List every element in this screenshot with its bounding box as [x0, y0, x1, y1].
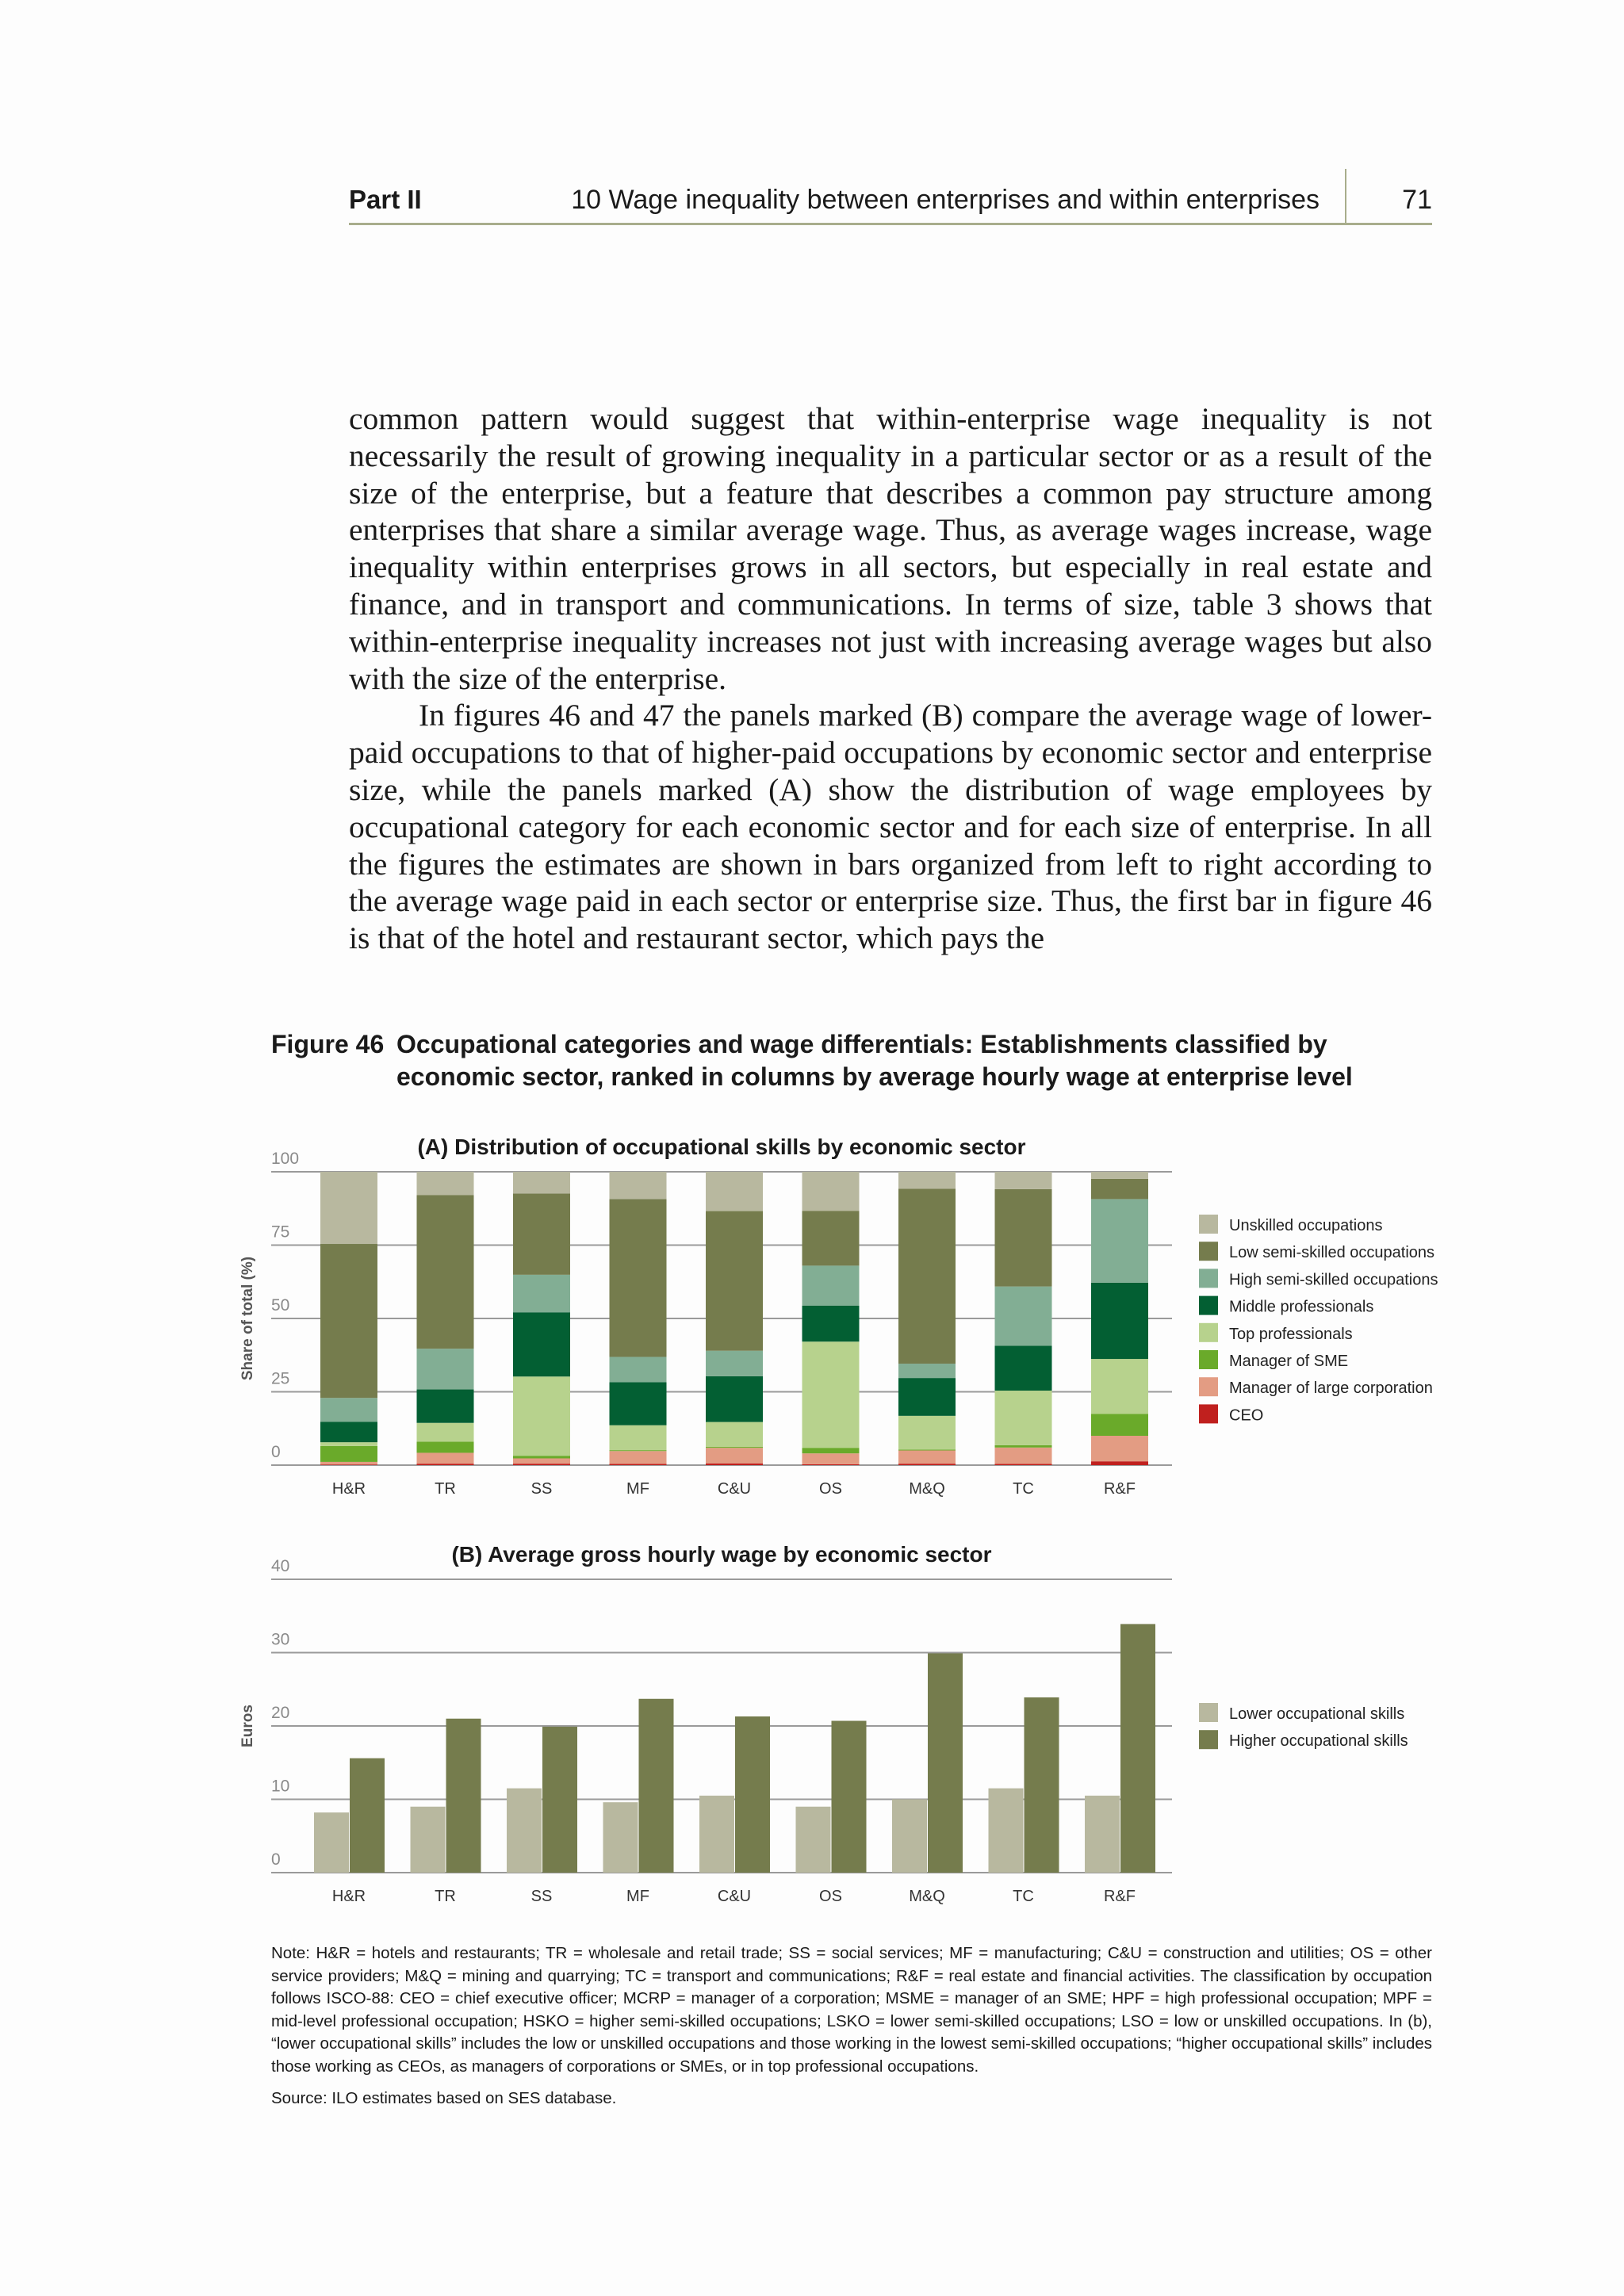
- bar-segment: [995, 1391, 1052, 1445]
- bar: [446, 1719, 481, 1873]
- x-tick-label: TC: [1013, 1888, 1034, 1905]
- bar-segment: [898, 1378, 956, 1416]
- legend-swatch: [1199, 1703, 1218, 1722]
- bar-segment: [995, 1448, 1052, 1464]
- figure-number: Figure 46: [271, 1030, 385, 1058]
- bar-segment: [320, 1464, 377, 1465]
- bar-segment: [1091, 1179, 1148, 1200]
- bar-segment: [320, 1422, 377, 1442]
- chart-title: (B) Average gross hourly wage by economic sector: [451, 1542, 992, 1567]
- figure-title-line1: Occupational categories and wage differentials: Establishments classified by: [396, 1030, 1327, 1058]
- bar: [603, 1802, 638, 1873]
- bar-segment: [995, 1172, 1052, 1189]
- bar: [1025, 1697, 1059, 1873]
- bar-segment: [1091, 1283, 1148, 1359]
- x-tick-label: H&R: [331, 1888, 366, 1905]
- legend-swatch: [1199, 1404, 1218, 1423]
- legend-label: Middle professionals: [1229, 1298, 1374, 1316]
- figure-source: Source: ILO estimates based on SES database.: [271, 2089, 617, 2107]
- bar-segment: [320, 1442, 377, 1446]
- bar-segment: [706, 1447, 763, 1448]
- bar-segment: [898, 1416, 956, 1450]
- bar-segment: [513, 1456, 570, 1458]
- legend-swatch: [1199, 1269, 1218, 1288]
- bar: [542, 1727, 577, 1873]
- bar-segment: [995, 1189, 1052, 1287]
- figure-note: Note: H&R = hotels and restaurants; TR = wholesale and retail trade; SS = social services; MF = manufacturing; C&U = construction and utilities; OS = other service providers; M&Q = mining and quarrying; TC = transport and communications; R&F = real estate and financial activities. The classification by occupation follows ISCO-88: CEO = chief executive officer; MCRP = manager of a corporation; MSME = manager of an SME; HPF = high professional occupation; MPF = mid-level professional occupation; HSKO = higher semi-skilled occupations; LSKO = lower semi-skilled occupations; LSO = low or unskilled occupations. In (b), “lower occupational skills” includes the low or unskilled occupations and those working in the lowest semi-skilled occupations; “higher occupational skills” includes those working as CEOs, as managers of corporations or SMEs, or in top professional occupations.: [271, 1944, 1432, 2076]
- legend-swatch: [1199, 1377, 1218, 1396]
- bar-segment: [706, 1211, 763, 1351]
- bar-segment: [898, 1451, 956, 1464]
- bar-segment: [320, 1398, 377, 1422]
- x-tick-label: SS: [530, 1888, 553, 1905]
- bar-segment: [513, 1464, 570, 1465]
- y-tick-label: 40: [271, 1557, 290, 1575]
- bar-segment: [706, 1448, 763, 1464]
- bar: [507, 1789, 542, 1873]
- bar: [699, 1796, 734, 1873]
- bar: [639, 1699, 674, 1873]
- bar-segment: [320, 1244, 377, 1398]
- legend-swatch: [1199, 1215, 1218, 1234]
- bar-segment: [513, 1172, 570, 1193]
- bar: [796, 1807, 831, 1873]
- bar-segment: [802, 1453, 860, 1464]
- bar-segment: [995, 1464, 1052, 1465]
- y-tick-label: 75: [271, 1223, 290, 1242]
- bar-segment: [802, 1211, 860, 1265]
- bar-segment: [898, 1364, 956, 1378]
- bar-segment: [513, 1312, 570, 1376]
- bar-segment: [610, 1357, 667, 1382]
- legend-swatch: [1199, 1730, 1218, 1749]
- figure-title-line2: economic sector, ranked in columns by average hourly wage at enterprise level: [396, 1062, 1353, 1091]
- x-tick-label: SS: [530, 1480, 553, 1498]
- y-tick-label: 10: [271, 1777, 290, 1796]
- x-tick-label: R&F: [1104, 1480, 1136, 1498]
- chart-title: (A) Distribution of occupational skills by economic sector: [417, 1135, 1026, 1159]
- bar-segment: [802, 1448, 860, 1453]
- bar-segment: [513, 1275, 570, 1312]
- bar-segment: [610, 1464, 667, 1465]
- x-tick-label: OS: [819, 1888, 842, 1905]
- bar-segment: [898, 1464, 956, 1465]
- paragraph: In figures 46 and 47 the panels marked (B) compare the average wage of lower-paid occupations to that of higher-paid occupations by economic sector and enterprise size, while the panels marked (A) show the distribution of wage employees by occupational category for each economic sector and for each size of enterprise. In all the figures the estimates are shown in bars organized from left to right according to the average wage paid in each sector or enterprise size. Thus, the first bar in figure 46 is that of the hotel and restaurant sector, which pays the: [349, 698, 1432, 956]
- bar: [350, 1758, 385, 1873]
- y-tick-label: 30: [271, 1630, 290, 1649]
- bar-segment: [995, 1445, 1052, 1448]
- y-tick-label: 25: [271, 1369, 290, 1388]
- bar: [411, 1807, 446, 1873]
- bar-segment: [513, 1376, 570, 1456]
- paragraph: common pattern would suggest that within-enterprise wage inequality is not necessarily the result of growing inequality in a particular sector or as a result of the size of the enterprise, but a feature that describes a common pay structure among enterprises that share a similar average wage. Thus, as average wages increase, wage inequality within enterprises grows in all sectors, but especially in real estate and finance, and in transport and communications. In terms of size, table 3 shows that within-enterprise inequality increases not just with increasing average wages but also with the size of the enterprise.: [349, 401, 1432, 696]
- x-tick-label: MF: [626, 1888, 649, 1905]
- bar-segment: [1091, 1461, 1148, 1465]
- bar: [1085, 1796, 1120, 1873]
- bar-segment: [417, 1390, 474, 1423]
- bar-segment: [513, 1193, 570, 1274]
- legend-swatch: [1199, 1323, 1218, 1342]
- page-number: 71: [1402, 185, 1432, 215]
- bar-segment: [898, 1449, 956, 1450]
- bar-segment: [706, 1172, 763, 1211]
- bar-segment: [995, 1345, 1052, 1391]
- bar-segment: [610, 1199, 667, 1357]
- bar-segment: [610, 1451, 667, 1464]
- x-tick-label: M&Q: [909, 1888, 945, 1905]
- y-axis-label: Share of total (%): [239, 1256, 256, 1381]
- bar-segment: [610, 1425, 667, 1450]
- bar-segment: [802, 1172, 860, 1211]
- bar: [892, 1800, 927, 1873]
- bar-segment: [1091, 1199, 1148, 1282]
- bar: [928, 1653, 963, 1873]
- bar-segment: [802, 1464, 860, 1465]
- x-tick-label: R&F: [1104, 1888, 1136, 1905]
- legend-label: Lower occupational skills: [1229, 1705, 1405, 1723]
- y-tick-label: 0: [271, 1850, 281, 1869]
- y-tick-label: 100: [271, 1150, 300, 1168]
- bar-segment: [706, 1351, 763, 1376]
- legend-label: Low semi-skilled occupations: [1229, 1244, 1435, 1262]
- bar-segment: [610, 1450, 667, 1451]
- bar-segment: [417, 1441, 474, 1452]
- bar-segment: [1091, 1436, 1148, 1461]
- bar-segment: [610, 1172, 667, 1199]
- bar-segment: [417, 1195, 474, 1349]
- bar: [1120, 1624, 1155, 1873]
- legend-label: Manager of SME: [1229, 1353, 1349, 1370]
- bar-segment: [417, 1349, 474, 1389]
- legend-swatch: [1199, 1350, 1218, 1369]
- bar-segment: [513, 1458, 570, 1464]
- x-tick-label: TC: [1013, 1480, 1034, 1498]
- legend-label: CEO: [1229, 1406, 1264, 1425]
- bar: [989, 1789, 1024, 1873]
- bar-segment: [706, 1464, 763, 1465]
- bar-segment: [1091, 1359, 1148, 1414]
- legend-label: Manager of large corporation: [1229, 1380, 1433, 1398]
- bar-segment: [898, 1172, 956, 1188]
- bar-segment: [706, 1376, 763, 1422]
- legend-swatch: [1199, 1296, 1218, 1315]
- bar-segment: [417, 1423, 474, 1442]
- bar-segment: [417, 1452, 474, 1464]
- x-tick-label: TR: [435, 1888, 456, 1905]
- bar-segment: [320, 1446, 377, 1462]
- bar-segment: [706, 1422, 763, 1447]
- bar-segment: [417, 1172, 474, 1195]
- legend-label: Unskilled occupations: [1229, 1217, 1383, 1234]
- bar-segment: [1091, 1172, 1148, 1179]
- legend-label: Higher occupational skills: [1229, 1732, 1408, 1751]
- y-tick-label: 0: [271, 1443, 281, 1461]
- bar: [735, 1716, 770, 1873]
- x-tick-label: OS: [819, 1480, 842, 1498]
- bar: [832, 1721, 867, 1873]
- legend-label: Top professionals: [1229, 1325, 1353, 1343]
- x-tick-label: C&U: [717, 1888, 752, 1905]
- legend-label: High semi-skilled occupations: [1229, 1271, 1438, 1289]
- bar-segment: [320, 1462, 377, 1464]
- y-tick-label: 20: [271, 1704, 290, 1722]
- bar-segment: [417, 1464, 474, 1465]
- bar-segment: [1091, 1414, 1148, 1436]
- legend-swatch: [1199, 1242, 1218, 1261]
- part-label: Part II: [349, 185, 422, 214]
- bar-segment: [898, 1188, 956, 1364]
- x-tick-label: H&R: [331, 1480, 366, 1498]
- y-tick-label: 50: [271, 1296, 290, 1314]
- x-tick-label: C&U: [717, 1480, 752, 1498]
- chapter-title: 10 Wage inequality between enterprises and within enterprises: [571, 185, 1320, 215]
- bar-segment: [802, 1341, 860, 1448]
- x-tick-label: M&Q: [909, 1480, 945, 1498]
- x-tick-label: TR: [435, 1480, 456, 1498]
- bar-segment: [995, 1287, 1052, 1346]
- bar-segment: [610, 1382, 667, 1425]
- bar-segment: [802, 1306, 860, 1342]
- bar-segment: [802, 1265, 860, 1305]
- x-tick-label: MF: [626, 1480, 649, 1498]
- y-axis-label: Euros: [239, 1705, 256, 1747]
- bar-segment: [320, 1172, 377, 1244]
- bar: [314, 1812, 349, 1873]
